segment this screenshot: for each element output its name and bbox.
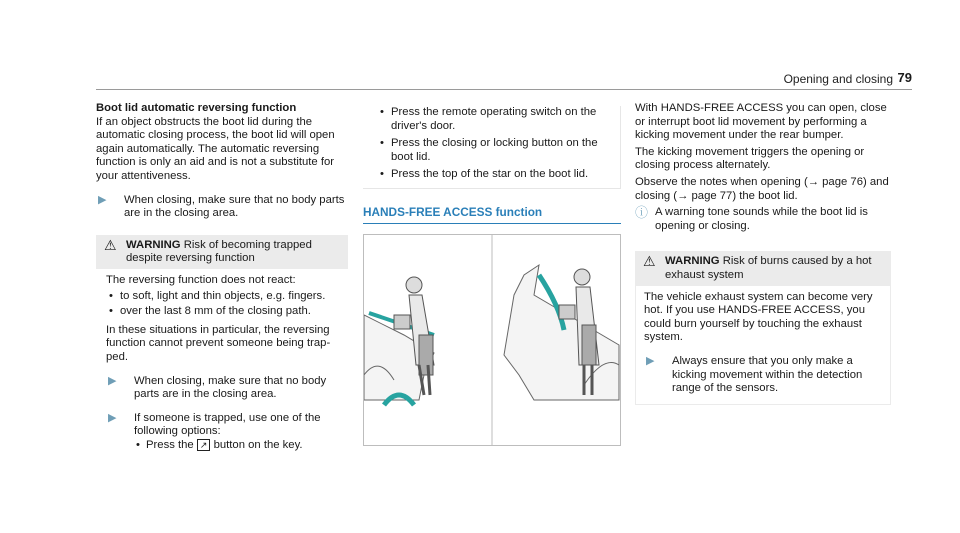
illustration [363, 234, 621, 446]
list-item: • to soft, light and thin objects, e.g. fingers. [106, 290, 340, 304]
boot-lid-key-icon: ↗ [197, 439, 211, 451]
page-number: 79 [897, 70, 912, 85]
section-heading: HANDS-FREE ACCESS function [363, 204, 543, 219]
warning-box: ⚠ WARNING Risk of becoming trapped despite reversing function The reversing function does not react: • to soft, light and thin objects, e.g. fingers. • over the last 8 mm of the closing path. In these situations in particular, the reversing function cannot prevent someone being trap-ped. ▶ When closing, make sure that no body parts are in the closing area. ▶ If someone is trapped, use one of the following options: • Press the ↗ button on the key. [96, 235, 348, 453]
list-item: • Press the top of the star on the boot lid. [377, 168, 612, 182]
instruction-step: ▶ When closing, make sure that no body parts are in the closing area. [98, 193, 345, 220]
header-rule [96, 89, 912, 90]
warning-icon: ⚠ [104, 236, 117, 253]
intro-text: If an object obstructs the boot lid during the automatic closing process, the boot lid will open again automatically. The automatic reversing function is only an aid and is not a substitute for your attentiveness. [96, 115, 335, 182]
warning-label: WARNING [126, 238, 181, 251]
arrow-icon: ▶ [108, 374, 117, 387]
warning-label: WARNING [665, 255, 720, 268]
list-item: • Press the closing or locking button on the boot lid. [377, 137, 612, 164]
note: ⓘ A warning tone sounds while the boot lid is opening or closing. [635, 205, 868, 232]
arrow-icon: ▶ [98, 193, 107, 206]
heading: Boot lid automatic reversing function [96, 102, 297, 114]
arrow-icon: ▶ [108, 411, 117, 424]
column-2 [363, 104, 621, 446]
warning-box: ⚠ WARNING Risk of burns caused by a hot exhaust system The vehicle exhaust system can become very hot. If you use HANDS-FREE ACCESS, you could burn yourself by touching the exhaust system. ▶ Always ensure that you only make a kicking movement within the detection range of the sensors. [635, 251, 891, 404]
warning-icon: ⚠ [643, 253, 656, 270]
list-item: • over the last 8 mm of the closing path. [106, 305, 340, 319]
list-item: • Press the remote operating switch on the driver's door. [377, 106, 612, 133]
section-title: Opening and closing [783, 72, 893, 86]
arrow-icon: ▶ [646, 354, 655, 367]
column-3: With HANDS-FREE ACCESS you can open, close or interrupt boot lid movement by performing a kicking movement under the rear bumper. The kicking movement triggers the opening or closing process alternately. Observe the notes when opening (→ page 76) and closing (→ page 77) the boot lid. ⓘ A warning tone sounds while the boot lid is opening or closing. ⚠ WARNING Risk of burns caused by a hot exhaust system The vehicle exhaust system can become very hot. If you use HANDS-FREE ACCESS, you could burn yourself by touching the exhaust system. ▶ Always ensure that you only make a kicking movement within the detection range of the sensors. [635, 102, 891, 405]
column-1 [96, 102, 348, 452]
info-icon: ⓘ [635, 205, 649, 221]
